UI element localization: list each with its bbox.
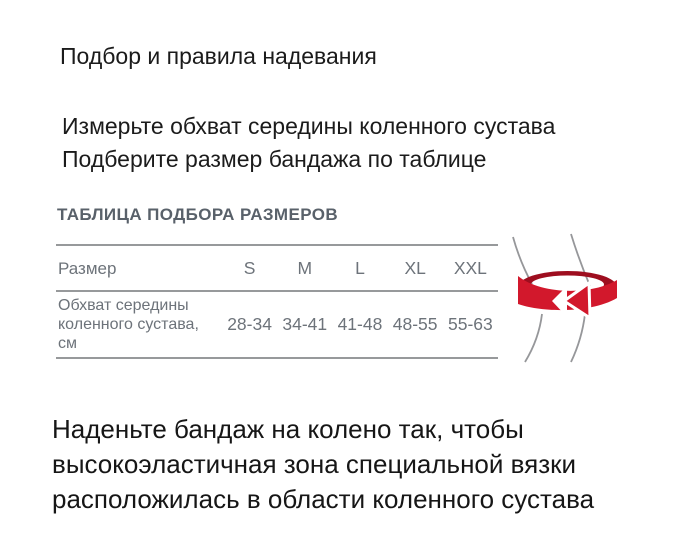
size-table <box>56 244 498 359</box>
band-arrowhead <box>564 283 590 318</box>
measure-row <box>56 291 498 358</box>
bottom-instruction: Наденьте бандаж на колено так, чтобы высокоэластичная зона специальной вязки расположилась в области коленного сустава <box>52 414 595 514</box>
instruction-measure: Измерьте обхват середины коленного сустава <box>62 113 556 139</box>
top-instructions <box>62 110 555 176</box>
page-title: Подбор и правила надевания <box>60 43 377 69</box>
size-cell-l: L <box>355 257 365 278</box>
size-table-title: ТАБЛИЦА ПОДБОРА РАЗМЕРОВ <box>57 205 339 224</box>
size-cell-xl: XL <box>404 257 426 278</box>
size-cell-xxl: XXL <box>453 257 487 278</box>
size-row <box>56 245 498 291</box>
left-leg-lower-line <box>525 314 542 362</box>
measure-row-label: Обхват середины коленного сустава, см <box>58 297 199 352</box>
right-leg-lower-line <box>571 314 585 362</box>
measure-cell-xl: 48-55 <box>392 314 438 334</box>
measure-cell-xxl: 55-63 <box>447 314 493 334</box>
knee-measure-illustration <box>500 224 640 370</box>
size-cell-m: M <box>297 257 313 278</box>
measure-cell-s: 28-34 <box>227 314 272 334</box>
measure-cell-m: 34-41 <box>282 314 328 334</box>
measure-cell-l: 41-48 <box>337 314 383 334</box>
size-cell-s: S <box>243 257 256 278</box>
size-row-label: Размер <box>58 258 117 278</box>
right-leg-upper-line <box>571 234 590 286</box>
instruction-pick-size: Подберите размер бандажа по таблице <box>62 146 487 172</box>
